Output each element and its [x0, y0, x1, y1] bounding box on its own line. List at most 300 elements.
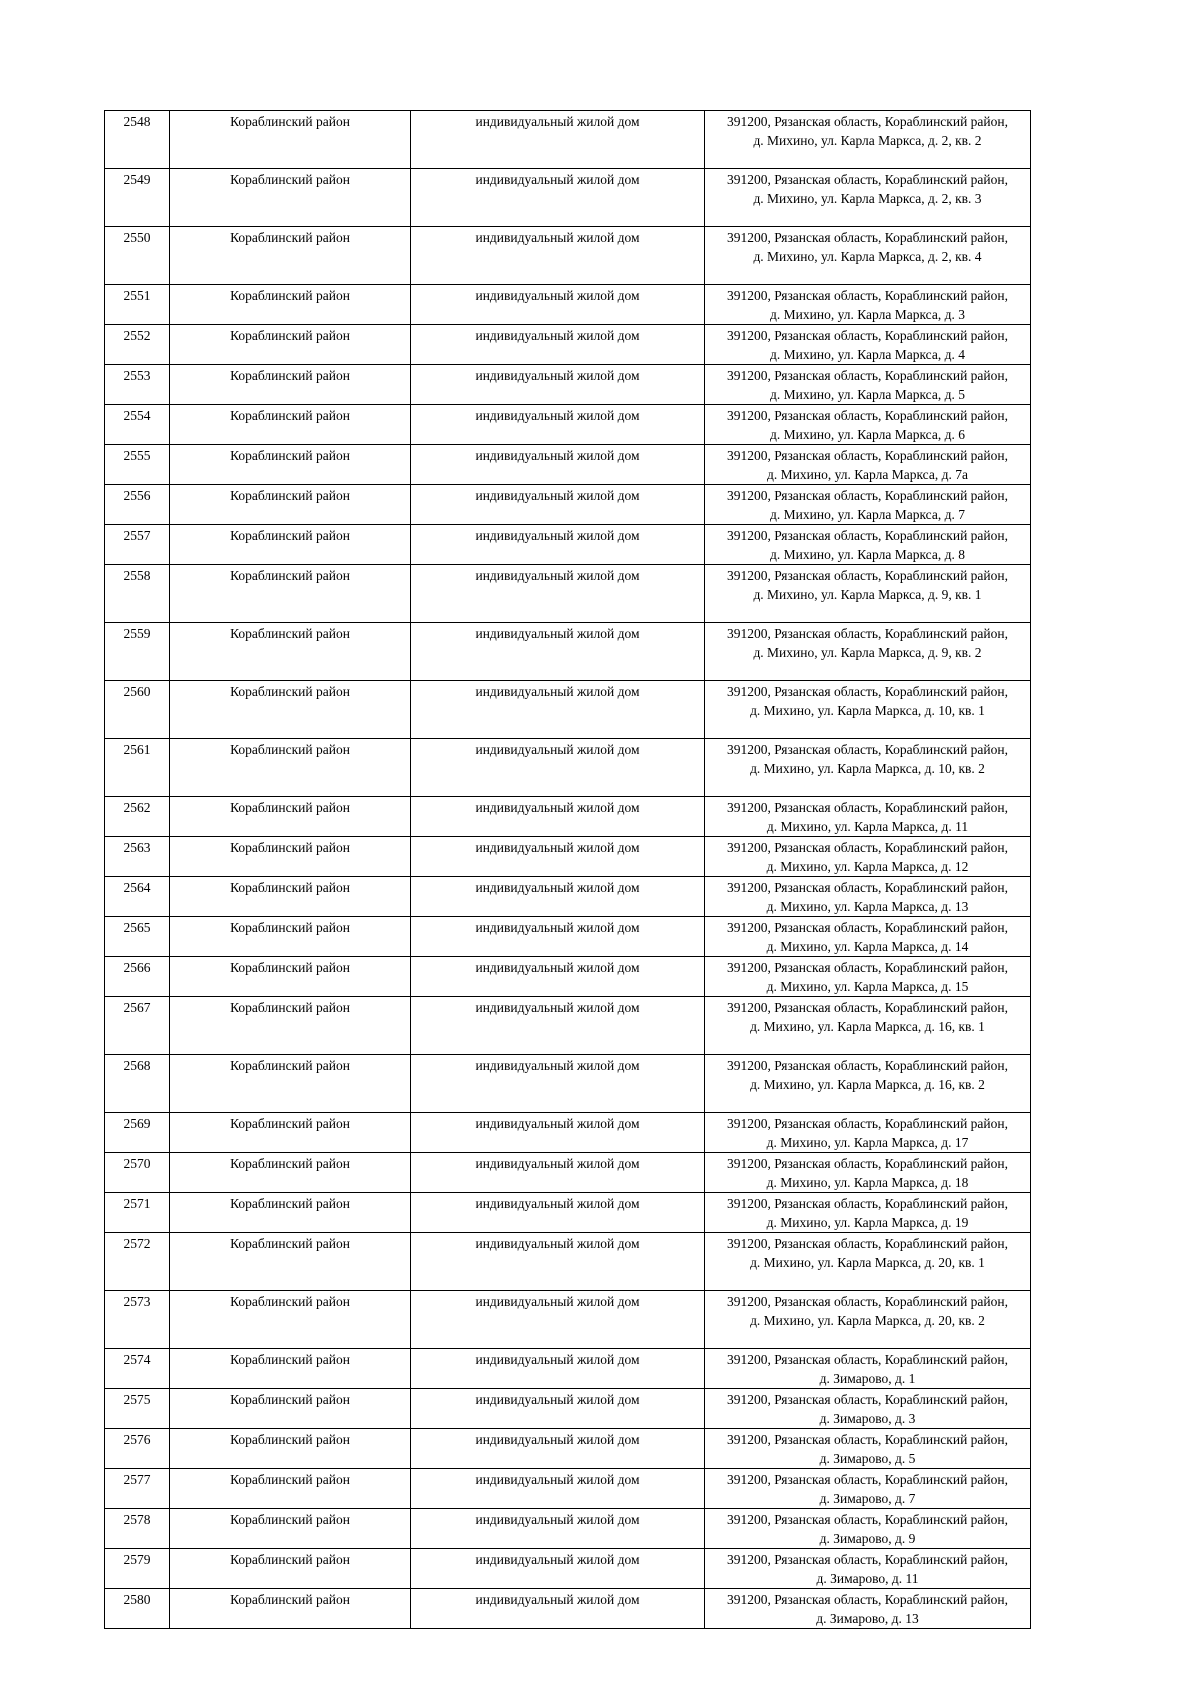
address-cell	[705, 1291, 1031, 1349]
district-cell	[170, 1349, 411, 1389]
building-type-cell	[411, 169, 705, 227]
building-type-cell	[411, 525, 705, 565]
district-cell	[170, 797, 411, 837]
row-number-cell	[105, 797, 170, 837]
district-cell	[170, 1291, 411, 1349]
building-type-cell	[411, 1509, 705, 1549]
building-type-cell	[411, 1153, 705, 1193]
address-cell-text: 391200, Рязанская область, Кораблинский район,	[727, 1236, 1008, 1251]
table-row	[105, 997, 1031, 1055]
address-cell	[705, 1429, 1031, 1469]
address-cell-text: д. Зимарово, д. 1	[819, 1371, 916, 1386]
building-type-cell	[411, 1589, 705, 1629]
district-cell	[170, 877, 411, 917]
building-type-cell	[411, 565, 705, 623]
row-number-cell-text: 2561	[123, 742, 151, 757]
building-type-cell-text: индивидуальный жилой дом	[475, 840, 640, 855]
row-number-cell-text: 2577	[123, 1472, 151, 1487]
table-row	[105, 681, 1031, 739]
district-cell-text: Кораблинский район	[230, 1552, 350, 1567]
table-row	[105, 1589, 1031, 1629]
address-cell-text: д. Михино, ул. Карла Маркса, д. 16, кв. 1	[750, 1019, 985, 1034]
address-cell	[705, 1589, 1031, 1629]
building-type-cell	[411, 1113, 705, 1153]
district-cell	[170, 1055, 411, 1113]
housing-table	[104, 110, 1031, 1629]
row-number-cell-text: 2565	[123, 920, 151, 935]
district-cell	[170, 1113, 411, 1153]
district-cell-text: Кораблинский район	[230, 448, 350, 463]
row-number-cell-text: 2555	[123, 448, 151, 463]
row-number-cell-text: 2548	[123, 114, 151, 129]
address-cell	[705, 1509, 1031, 1549]
row-number-cell-text: 2570	[123, 1156, 151, 1171]
row-number-cell-text: 2566	[123, 960, 151, 975]
row-number-cell-text: 2580	[123, 1592, 151, 1607]
address-cell-text: 391200, Рязанская область, Кораблинский район,	[727, 230, 1008, 245]
building-type-cell-text: индивидуальный жилой дом	[475, 800, 640, 815]
district-cell-text: Кораблинский район	[230, 568, 350, 583]
building-type-cell	[411, 837, 705, 877]
building-type-cell	[411, 1233, 705, 1291]
building-type-cell	[411, 111, 705, 169]
building-type-cell	[411, 917, 705, 957]
row-number-cell	[105, 485, 170, 525]
address-cell-text: 391200, Рязанская область, Кораблинский район,	[727, 626, 1008, 641]
building-type-cell-text: индивидуальный жилой дом	[475, 1196, 640, 1211]
row-number-cell	[105, 445, 170, 485]
row-number-cell	[105, 565, 170, 623]
address-cell	[705, 1549, 1031, 1589]
row-number-cell	[105, 957, 170, 997]
district-cell-text: Кораблинский район	[230, 1000, 350, 1015]
address-cell-text: д. Михино, ул. Карла Маркса, д. 20, кв. 1	[750, 1255, 985, 1270]
row-number-cell	[105, 1233, 170, 1291]
address-cell-text: 391200, Рязанская область, Кораблинский район,	[727, 840, 1008, 855]
row-number-cell	[105, 623, 170, 681]
district-cell	[170, 365, 411, 405]
building-type-cell-text: индивидуальный жилой дом	[475, 742, 640, 757]
building-type-cell	[411, 997, 705, 1055]
address-cell-text: 391200, Рязанская область, Кораблинский район,	[727, 1196, 1008, 1211]
district-cell-text: Кораблинский район	[230, 1512, 350, 1527]
district-cell-text: Кораблинский район	[230, 328, 350, 343]
district-cell	[170, 1589, 411, 1629]
district-cell-text: Кораблинский район	[230, 1592, 350, 1607]
table-row	[105, 325, 1031, 365]
address-cell-text: 391200, Рязанская область, Кораблинский район,	[727, 1156, 1008, 1171]
address-cell-text: д. Михино, ул. Карла Маркса, д. 16, кв. 2	[750, 1077, 985, 1092]
building-type-cell-text: индивидуальный жилой дом	[475, 1058, 640, 1073]
table-row	[105, 957, 1031, 997]
address-cell	[705, 325, 1031, 365]
address-cell	[705, 877, 1031, 917]
row-number-cell-text: 2562	[123, 800, 151, 815]
table-row	[105, 1055, 1031, 1113]
address-cell-text: д. Михино, ул. Карла Маркса, д. 17	[766, 1135, 969, 1150]
row-number-cell-text: 2560	[123, 684, 151, 699]
address-cell	[705, 169, 1031, 227]
row-number-cell	[105, 739, 170, 797]
district-cell	[170, 1233, 411, 1291]
table-row	[105, 565, 1031, 623]
row-number-cell	[105, 681, 170, 739]
building-type-cell-text: индивидуальный жилой дом	[475, 1392, 640, 1407]
address-cell-text: 391200, Рязанская область, Кораблинский район,	[727, 1592, 1008, 1607]
row-number-cell	[105, 1509, 170, 1549]
district-cell-text: Кораблинский район	[230, 920, 350, 935]
row-number-cell-text: 2578	[123, 1512, 151, 1527]
building-type-cell-text: индивидуальный жилой дом	[475, 1236, 640, 1251]
district-cell-text: Кораблинский район	[230, 368, 350, 383]
building-type-cell-text: индивидуальный жилой дом	[475, 114, 640, 129]
address-cell	[705, 365, 1031, 405]
address-cell	[705, 285, 1031, 325]
row-number-cell-text: 2554	[123, 408, 151, 423]
row-number-cell-text: 2549	[123, 172, 151, 187]
district-cell	[170, 1549, 411, 1589]
address-cell	[705, 1193, 1031, 1233]
row-number-cell-text: 2567	[123, 1000, 151, 1015]
district-cell	[170, 1429, 411, 1469]
address-cell-text: 391200, Рязанская область, Кораблинский район,	[727, 568, 1008, 583]
table-row	[105, 739, 1031, 797]
address-cell-text: д. Зимарово, д. 13	[816, 1611, 919, 1626]
address-cell	[705, 623, 1031, 681]
address-cell-text: 391200, Рязанская область, Кораблинский район,	[727, 684, 1008, 699]
building-type-cell-text: индивидуальный жилой дом	[475, 1512, 640, 1527]
address-cell-text: 391200, Рязанская область, Кораблинский район,	[727, 1552, 1008, 1567]
building-type-cell	[411, 227, 705, 285]
address-cell	[705, 739, 1031, 797]
row-number-cell-text: 2579	[123, 1552, 151, 1567]
address-cell	[705, 405, 1031, 445]
address-cell	[705, 1233, 1031, 1291]
address-cell-text: д. Михино, ул. Карла Маркса, д. 2, кв. 3	[753, 191, 982, 206]
district-cell-text: Кораблинский район	[230, 800, 350, 815]
address-cell	[705, 681, 1031, 739]
address-cell	[705, 227, 1031, 285]
table-row	[105, 837, 1031, 877]
district-cell	[170, 445, 411, 485]
building-type-cell-text: индивидуальный жилой дом	[475, 880, 640, 895]
address-cell-text: д. Михино, ул. Карла Маркса, д. 3	[770, 307, 965, 322]
address-cell-text: д. Михино, ул. Карла Маркса, д. 4	[770, 347, 965, 362]
district-cell-text: Кораблинский район	[230, 840, 350, 855]
address-cell-text: д. Михино, ул. Карла Маркса, д. 7а	[767, 467, 968, 482]
building-type-cell	[411, 405, 705, 445]
table-row	[105, 797, 1031, 837]
row-number-cell-text: 2559	[123, 626, 151, 641]
district-cell-text: Кораблинский район	[230, 1294, 350, 1309]
table-row	[105, 525, 1031, 565]
district-cell	[170, 957, 411, 997]
building-type-cell	[411, 739, 705, 797]
building-type-cell	[411, 681, 705, 739]
address-cell	[705, 525, 1031, 565]
table-row	[105, 1349, 1031, 1389]
address-cell	[705, 917, 1031, 957]
address-cell	[705, 1469, 1031, 1509]
address-cell-text: д. Михино, ул. Карла Маркса, д. 2, кв. 4	[753, 249, 982, 264]
district-cell-text: Кораблинский район	[230, 230, 350, 245]
building-type-cell-text: индивидуальный жилой дом	[475, 448, 640, 463]
district-cell	[170, 405, 411, 445]
row-number-cell-text: 2558	[123, 568, 151, 583]
district-cell-text: Кораблинский район	[230, 1058, 350, 1073]
building-type-cell-text: индивидуальный жилой дом	[475, 1592, 640, 1607]
building-type-cell	[411, 1055, 705, 1113]
address-cell-text: 391200, Рязанская область, Кораблинский район,	[727, 1512, 1008, 1527]
district-cell	[170, 997, 411, 1055]
building-type-cell	[411, 1389, 705, 1429]
district-cell-text: Кораблинский район	[230, 1156, 350, 1171]
row-number-cell-text: 2552	[123, 328, 151, 343]
building-type-cell-text: индивидуальный жилой дом	[475, 1000, 640, 1015]
table-row	[105, 111, 1031, 169]
table-row	[105, 285, 1031, 325]
address-cell-text: 391200, Рязанская область, Кораблинский район,	[727, 1000, 1008, 1015]
row-number-cell	[105, 997, 170, 1055]
address-cell-text: д. Зимарово, д. 9	[819, 1531, 916, 1546]
district-cell	[170, 739, 411, 797]
row-number-cell	[105, 1589, 170, 1629]
row-number-cell-text: 2571	[123, 1196, 151, 1211]
building-type-cell	[411, 797, 705, 837]
district-cell-text: Кораблинский район	[230, 172, 350, 187]
row-number-cell	[105, 169, 170, 227]
row-number-cell-text: 2550	[123, 230, 151, 245]
district-cell-text: Кораблинский район	[230, 880, 350, 895]
table-row	[105, 1113, 1031, 1153]
district-cell	[170, 227, 411, 285]
address-cell-text: 391200, Рязанская область, Кораблинский район,	[727, 368, 1008, 383]
address-cell	[705, 1055, 1031, 1113]
building-type-cell-text: индивидуальный жилой дом	[475, 408, 640, 423]
address-cell-text: д. Михино, ул. Карла Маркса, д. 12	[766, 859, 969, 874]
table-row	[105, 1509, 1031, 1549]
address-cell-text: 391200, Рязанская область, Кораблинский район,	[727, 1472, 1008, 1487]
district-cell-text: Кораблинский район	[230, 626, 350, 641]
table-row	[105, 1469, 1031, 1509]
address-cell-text: д. Михино, ул. Карла Маркса, д. 7	[770, 507, 965, 522]
table-row	[105, 485, 1031, 525]
address-cell-text: 391200, Рязанская область, Кораблинский район,	[727, 1392, 1008, 1407]
address-cell	[705, 565, 1031, 623]
table-row	[105, 1193, 1031, 1233]
building-type-cell-text: индивидуальный жилой дом	[475, 288, 640, 303]
table-row	[105, 1389, 1031, 1429]
address-cell-text: д. Михино, ул. Карла Маркса, д. 6	[770, 427, 965, 442]
address-cell-text: 391200, Рязанская область, Кораблинский район,	[727, 1116, 1008, 1131]
district-cell	[170, 525, 411, 565]
district-cell-text: Кораблинский район	[230, 1236, 350, 1251]
building-type-cell-text: индивидуальный жилой дом	[475, 1156, 640, 1171]
row-number-cell-text: 2572	[123, 1236, 151, 1251]
address-cell-text: д. Зимарово, д. 11	[816, 1571, 919, 1586]
row-number-cell	[105, 1469, 170, 1509]
address-cell	[705, 1113, 1031, 1153]
table-row	[105, 1549, 1031, 1589]
address-cell	[705, 797, 1031, 837]
row-number-cell-text: 2573	[123, 1294, 151, 1309]
district-cell	[170, 1153, 411, 1193]
address-cell-text: д. Зимарово, д. 3	[819, 1411, 916, 1426]
table-body	[105, 111, 1031, 1629]
building-type-cell	[411, 1429, 705, 1469]
district-cell-text: Кораблинский район	[230, 1196, 350, 1211]
row-number-cell	[105, 1113, 170, 1153]
building-type-cell	[411, 623, 705, 681]
district-cell-text: Кораблинский район	[230, 1432, 350, 1447]
building-type-cell	[411, 365, 705, 405]
address-cell-text: 391200, Рязанская область, Кораблинский район,	[727, 742, 1008, 757]
district-cell	[170, 1509, 411, 1549]
district-cell	[170, 485, 411, 525]
district-cell-text: Кораблинский район	[230, 288, 350, 303]
district-cell	[170, 111, 411, 169]
building-type-cell	[411, 1469, 705, 1509]
row-number-cell	[105, 227, 170, 285]
row-number-cell-text: 2576	[123, 1432, 151, 1447]
building-type-cell	[411, 1193, 705, 1233]
address-cell-text: д. Михино, ул. Карла Маркса, д. 13	[766, 899, 969, 914]
address-cell	[705, 1349, 1031, 1389]
row-number-cell	[105, 837, 170, 877]
table-row	[105, 365, 1031, 405]
building-type-cell-text: индивидуальный жилой дом	[475, 960, 640, 975]
row-number-cell	[105, 1549, 170, 1589]
row-number-cell-text: 2574	[123, 1352, 151, 1367]
row-number-cell-text: 2575	[123, 1392, 151, 1407]
building-type-cell	[411, 285, 705, 325]
row-number-cell-text: 2569	[123, 1116, 151, 1131]
row-number-cell-text: 2563	[123, 840, 151, 855]
table-row	[105, 623, 1031, 681]
building-type-cell-text: индивидуальный жилой дом	[475, 1294, 640, 1309]
row-number-cell	[105, 525, 170, 565]
address-cell-text: 391200, Рязанская область, Кораблинский район,	[727, 1432, 1008, 1447]
district-cell	[170, 681, 411, 739]
address-cell	[705, 997, 1031, 1055]
district-cell	[170, 325, 411, 365]
address-cell-text: д. Зимарово, д. 5	[819, 1451, 916, 1466]
address-cell-text: 391200, Рязанская область, Кораблинский район,	[727, 448, 1008, 463]
district-cell-text: Кораблинский район	[230, 1392, 350, 1407]
address-cell-text: 391200, Рязанская область, Кораблинский район,	[727, 488, 1008, 503]
row-number-cell	[105, 917, 170, 957]
building-type-cell-text: индивидуальный жилой дом	[475, 1352, 640, 1367]
row-number-cell	[105, 111, 170, 169]
row-number-cell-text: 2568	[123, 1058, 151, 1073]
district-cell	[170, 169, 411, 227]
row-number-cell	[105, 1429, 170, 1469]
address-cell-text: д. Зимарово, д. 7	[819, 1491, 916, 1506]
address-cell	[705, 1153, 1031, 1193]
row-number-cell	[105, 1349, 170, 1389]
address-cell-text: 391200, Рязанская область, Кораблинский район,	[727, 114, 1008, 129]
district-cell	[170, 623, 411, 681]
address-cell-text: д. Михино, ул. Карла Маркса, д. 9, кв. 1	[753, 587, 982, 602]
address-cell	[705, 957, 1031, 997]
address-cell-text: 391200, Рязанская область, Кораблинский район,	[727, 328, 1008, 343]
building-type-cell-text: индивидуальный жилой дом	[475, 328, 640, 343]
district-cell-text: Кораблинский район	[230, 114, 350, 129]
building-type-cell-text: индивидуальный жилой дом	[475, 528, 640, 543]
row-number-cell	[105, 285, 170, 325]
table-row	[105, 1291, 1031, 1349]
address-cell	[705, 1389, 1031, 1429]
district-cell-text: Кораблинский район	[230, 742, 350, 757]
address-cell-text: 391200, Рязанская область, Кораблинский район,	[727, 288, 1008, 303]
district-cell	[170, 917, 411, 957]
building-type-cell-text: индивидуальный жилой дом	[475, 626, 640, 641]
table-row	[105, 1429, 1031, 1469]
address-cell-text: д. Михино, ул. Карла Маркса, д. 20, кв. 2	[750, 1313, 985, 1328]
address-cell-text: 391200, Рязанская область, Кораблинский район,	[727, 1058, 1008, 1073]
district-cell-text: Кораблинский район	[230, 1472, 350, 1487]
row-number-cell	[105, 1389, 170, 1429]
address-cell-text: д. Михино, ул. Карла Маркса, д. 10, кв. 2	[750, 761, 985, 776]
table-row	[105, 227, 1031, 285]
row-number-cell	[105, 1055, 170, 1113]
building-type-cell	[411, 1549, 705, 1589]
building-type-cell-text: индивидуальный жилой дом	[475, 368, 640, 383]
address-cell-text: 391200, Рязанская область, Кораблинский район,	[727, 920, 1008, 935]
table-row	[105, 1233, 1031, 1291]
building-type-cell-text: индивидуальный жилой дом	[475, 488, 640, 503]
building-type-cell-text: индивидуальный жилой дом	[475, 230, 640, 245]
address-cell-text: д. Михино, ул. Карла Маркса, д. 11	[766, 819, 969, 834]
row-number-cell	[105, 1153, 170, 1193]
row-number-cell-text: 2551	[123, 288, 151, 303]
row-number-cell	[105, 1193, 170, 1233]
building-type-cell	[411, 445, 705, 485]
address-cell-text: д. Михино, ул. Карла Маркса, д. 15	[766, 979, 969, 994]
table-row	[105, 917, 1031, 957]
row-number-cell	[105, 877, 170, 917]
district-cell-text: Кораблинский район	[230, 528, 350, 543]
address-cell-text: 391200, Рязанская область, Кораблинский район,	[727, 960, 1008, 975]
address-cell-text: д. Михино, ул. Карла Маркса, д. 14	[766, 939, 969, 954]
building-type-cell	[411, 877, 705, 917]
address-cell-text: д. Михино, ул. Карла Маркса, д. 18	[766, 1175, 969, 1190]
row-number-cell	[105, 325, 170, 365]
row-number-cell-text: 2553	[123, 368, 151, 383]
district-cell	[170, 1469, 411, 1509]
address-cell-text: д. Михино, ул. Карла Маркса, д. 5	[770, 387, 965, 402]
table-row	[105, 445, 1031, 485]
address-cell	[705, 445, 1031, 485]
address-cell-text: 391200, Рязанская область, Кораблинский район,	[727, 880, 1008, 895]
row-number-cell-text: 2557	[123, 528, 151, 543]
building-type-cell	[411, 325, 705, 365]
building-type-cell	[411, 1291, 705, 1349]
document-page	[104, 110, 1030, 1629]
address-cell-text: 391200, Рязанская область, Кораблинский район,	[727, 1352, 1008, 1367]
district-cell-text: Кораблинский район	[230, 960, 350, 975]
row-number-cell	[105, 365, 170, 405]
address-cell-text: д. Михино, ул. Карла Маркса, д. 10, кв. 1	[750, 703, 985, 718]
building-type-cell-text: индивидуальный жилой дом	[475, 1116, 640, 1131]
building-type-cell-text: индивидуальный жилой дом	[475, 684, 640, 699]
address-cell-text: 391200, Рязанская область, Кораблинский район,	[727, 1294, 1008, 1309]
address-cell	[705, 485, 1031, 525]
district-cell-text: Кораблинский район	[230, 488, 350, 503]
building-type-cell-text: индивидуальный жилой дом	[475, 1552, 640, 1567]
table-row	[105, 169, 1031, 227]
address-cell-text: 391200, Рязанская область, Кораблинский район,	[727, 172, 1008, 187]
